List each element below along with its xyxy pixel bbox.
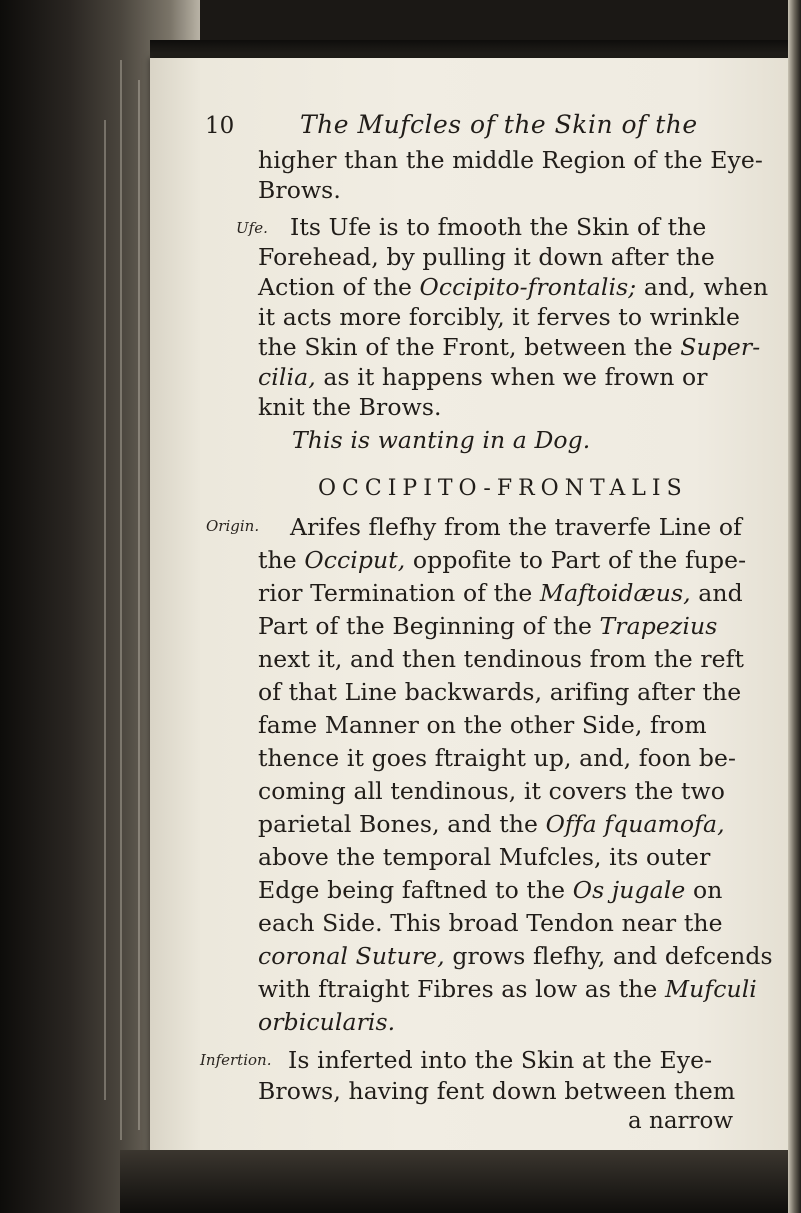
margin-note-insertion: Infertion. bbox=[200, 1051, 272, 1069]
text-line: Brows. bbox=[258, 176, 341, 204]
page-number: 10 bbox=[205, 113, 235, 139]
text-line-note: This is wanting in a Dog. bbox=[292, 426, 591, 454]
text-line: coronal Suture, grows flefhy, and defcends bbox=[258, 942, 773, 970]
text-line: above the temporal Mufcles, its outer bbox=[258, 843, 711, 871]
text-line: Its Ufe is to fmooth the Skin of the bbox=[290, 213, 707, 241]
text-line: each Side. This broad Tendon near the bbox=[258, 909, 723, 937]
text-line: fame Manner on the other Side, from bbox=[258, 711, 707, 739]
text-line: higher than the middle Region of the Eye- bbox=[258, 146, 763, 174]
text-line: orbicularis. bbox=[258, 1008, 396, 1036]
text-line: rior Termination of the Maftoidæus, and bbox=[258, 579, 743, 607]
text-line: the Skin of the Front, between the Super- bbox=[258, 333, 761, 361]
text-line: Part of the Beginning of the Trapezius bbox=[258, 612, 718, 640]
text-line: Is inferted into the Skin at the Eye- bbox=[288, 1046, 713, 1074]
text-line: thence it goes ftraight up, and, foon be- bbox=[258, 744, 737, 772]
text-line: cilia, as it happens when we frown or bbox=[258, 363, 708, 391]
text-line: Brows, having fent down between them bbox=[258, 1077, 736, 1105]
text-line: it acts more forcibly, it ferves to wrinkle bbox=[258, 303, 741, 331]
margin-note-use: Ufe. bbox=[236, 219, 268, 237]
text-line: Arifes flefhy from the traverfe Line of bbox=[290, 513, 742, 541]
running-title: The Mufcles of the Skin of the bbox=[300, 110, 698, 139]
text-line: Edge being faftned to the Os jugale on bbox=[258, 876, 723, 904]
text-line: of that Line backwards, arifing after the bbox=[258, 678, 742, 706]
text-line: parietal Bones, and the Offa fquamofa, bbox=[258, 810, 725, 838]
text-line: the Occiput, oppofite to Part of the fupe- bbox=[258, 546, 747, 574]
section-heading: OCCIPITO-FRONTALIS bbox=[318, 476, 688, 501]
text-line: Forehead, by pulling it down after the bbox=[258, 243, 715, 271]
catchword: a narrow bbox=[628, 1108, 734, 1134]
text-line: coming all tendinous, it covers the two bbox=[258, 777, 725, 805]
text-line: with ftraight Fibres as low as the Mufculi bbox=[258, 975, 757, 1003]
text-line: next it, and then tendinous from the reft bbox=[258, 645, 745, 673]
margin-note-origin: Origin. bbox=[206, 517, 260, 535]
text-line: Action of the Occipito-frontalis; and, when bbox=[258, 273, 769, 301]
text-line: knit the Brows. bbox=[258, 393, 442, 421]
